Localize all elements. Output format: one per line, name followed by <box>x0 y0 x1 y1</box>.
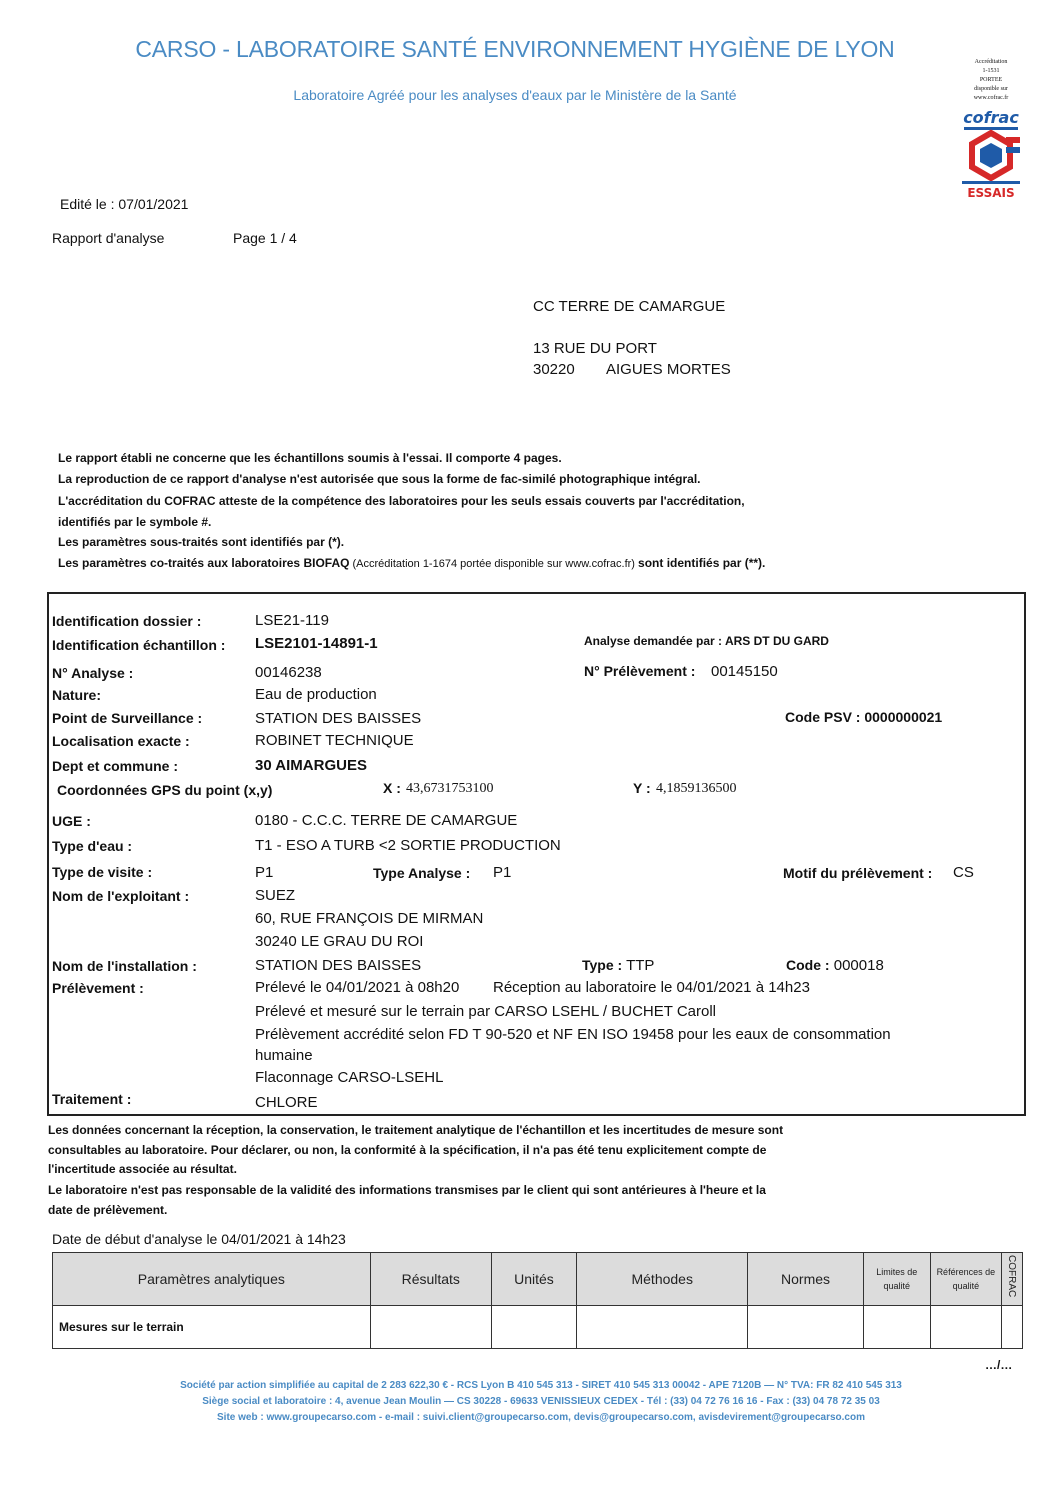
col-methods: Méthodes <box>577 1253 748 1306</box>
traitement-value: CHLORE <box>255 1094 318 1111</box>
notice-line: Les paramètres sous-traités sont identifiés par (*). <box>58 535 345 549</box>
type-visite-value: P1 <box>255 864 274 881</box>
disclaimer-line: consultables au laboratoire. Pour déclarer, ou non, la conformité à la spécification, il n'a pas été tenu explicitement compte de <box>48 1143 767 1157</box>
svg-text:ESSAIS: ESSAIS <box>967 186 1015 200</box>
echantillon-label: Identification échantillon : <box>52 637 226 653</box>
recipient-city: AIGUES MORTES <box>606 361 731 378</box>
type-visite-label: Type de visite : <box>52 864 153 880</box>
motif-value: CS <box>953 864 974 881</box>
svg-text:cofrac: cofrac <box>963 109 1019 127</box>
type-analyse-value: P1 <box>493 864 512 881</box>
flaconnage: Flaconnage CARSO-LSEHL <box>255 1069 444 1086</box>
col-norms: Normes <box>748 1253 863 1306</box>
dept-label: Dept et commune : <box>52 758 179 774</box>
cofrac-badge <box>958 58 1024 208</box>
notice-line: Les paramètres co-traités aux laboratoires BIOFAQ (Accréditation 1-1674 portée disponible sur www.cofrac.fr) sont identifiés par (**). <box>58 556 766 570</box>
lab-title: CARSO - LABORATOIRE SANTÉ ENVIRONNEMENT HYGIÈNE DE LYON <box>135 36 895 62</box>
installation-type: Type : TTP <box>582 957 655 974</box>
dept-value: 30 AIMARGUES <box>255 757 367 774</box>
prelevement-num-label: N° Prélèvement : <box>584 663 696 679</box>
row-label: Mesures sur le terrain <box>53 1306 371 1349</box>
analyse-demandee: Analyse demandée par : ARS DT DU GARD <box>584 634 829 648</box>
type-eau-value: T1 - ESO A TURB <2 SORTIE PRODUCTION <box>255 837 561 854</box>
installation-value: STATION DES BAISSES <box>255 957 422 974</box>
exploitant-name: SUEZ <box>255 887 296 904</box>
col-refs: Références de qualité <box>930 1253 1001 1306</box>
page-number: Page 1 / 4 <box>233 230 297 246</box>
prelevement-operator: Prélevé et mesuré sur le terrain par CARSO LSEHL / BUCHET Caroll <box>255 1003 716 1020</box>
disclaimer-line: date de prélèvement. <box>48 1203 168 1217</box>
exploitant-street: 60, RUE FRANÇOIS DE MIRMAN <box>255 910 484 927</box>
lab-subtitle: Laboratoire Agréé pour les analyses d'eaux par le Ministère de la Santé <box>293 87 737 103</box>
localisation-value: ROBINET TECHNIQUE <box>255 732 414 749</box>
motif-label: Motif du prélèvement : <box>783 865 933 881</box>
col-units: Unités <box>491 1253 576 1306</box>
recipient-postcode: 30220 <box>533 361 575 378</box>
footer-contact: Site web : www.groupecarso.com - e-mail : suivi.client@groupecarso.com, devis@groupecarso.com, avisdevirement@groupecarso.com <box>217 1412 865 1423</box>
type-analyse-label: Type Analyse : <box>373 865 471 881</box>
recipient-street: 13 RUE DU PORT <box>533 340 657 357</box>
surveillance-label: Point de Surveillance : <box>52 710 203 726</box>
localisation-label: Localisation exacte : <box>52 733 190 749</box>
installation-label: Nom de l'installation : <box>52 958 197 974</box>
uge-label: UGE : <box>52 813 91 829</box>
exploitant-city: 30240 LE GRAU DU ROI <box>255 933 424 950</box>
footer-address: Siège social et laboratoire : 4, avenue Jean Moulin — CS 30228 - 69633 VENISSIEUX CEDEX - Tél : (33) 04 72 76 16 16 - Fax : (33) 04 78 72 35 03 <box>202 1396 880 1407</box>
surveillance-value: STATION DES BAISSES <box>255 710 422 727</box>
cofrac-logo-icon <box>958 109 1024 201</box>
nature-value: Eau de production <box>255 686 377 703</box>
prelevement-label: Prélèvement : <box>52 980 144 996</box>
exploitant-label: Nom de l'exploitant : <box>52 888 190 904</box>
recipient-name: CC TERRE DE CAMARGUE <box>533 298 726 315</box>
prelevement-accreditation: Prélèvement accrédité selon FD T 90-520 et NF EN ISO 19458 pour les eaux de consommation <box>255 1026 891 1043</box>
report-label: Rapport d'analyse <box>52 230 165 246</box>
results-table <box>52 1252 1023 1349</box>
analyse-value: 00146238 <box>255 664 322 681</box>
footer-legal: Société par action simplifiée au capital de 2 283 622,30 € - RCS Lyon B 410 545 313 - SIRET 410 545 313 00042 - APE 7120B — N° TVA: FR 82 410 545 313 <box>180 1380 902 1391</box>
edition-date: Edité le : 07/01/2021 <box>60 196 189 212</box>
prelevement-date: Prélevé le 04/01/2021 à 08h20 <box>255 979 460 996</box>
traitement-label: Traitement : <box>52 1091 132 1107</box>
cofrac-accreditation-text: Accréditation 1-1531 PORTEE disponible sur www.cofrac.fr <box>973 59 1009 101</box>
notice-line: Le rapport établi ne concerne que les échantillons soumis à l'essai. Il comporte 4 pages. <box>58 451 562 465</box>
nature-label: Nature: <box>52 687 102 703</box>
table-row <box>53 1306 1023 1349</box>
prelevement-accreditation-cont: humaine <box>255 1047 313 1064</box>
continuation-mark: …/… <box>985 1358 1013 1372</box>
col-limits: Limites de qualité <box>863 1253 930 1306</box>
gps-x-value: 43,6731753100 <box>406 781 494 796</box>
disclaimer-line: Le laboratoire n'est pas responsable de la validité des informations transmises par le client qui sont antérieures à l'heure et la <box>48 1183 766 1197</box>
gps-y-value: 4,1859136500 <box>656 781 737 796</box>
uge-value: 0180 - C.C.C. TERRE DE CAMARGUE <box>255 812 518 829</box>
dossier-label: Identification dossier : <box>52 613 202 629</box>
col-params: Paramètres analytiques <box>53 1253 371 1306</box>
gps-x-label: X : <box>383 780 401 796</box>
col-cofrac: COFRAC <box>1001 1253 1022 1306</box>
reception-date: Réception au laboratoire le 04/01/2021 à 14h23 <box>493 979 810 996</box>
dossier-value: LSE21-119 <box>255 612 329 629</box>
disclaimer-line: Les données concernant la réception, la conservation, le traitement analytique de l'échantillon et les incertitudes de mesure sont <box>48 1123 784 1137</box>
psv-code: Code PSV : 0000000021 <box>785 709 943 725</box>
disclaimer-line: l'incertitude associée au résultat. <box>48 1162 237 1176</box>
gps-label: Coordonnées GPS du point (x,y) <box>57 782 273 798</box>
notice-line: La reproduction de ce rapport d'analyse n'est autorisée que sous la forme de fac-similé photographique intégral. <box>58 472 701 486</box>
analyse-label: N° Analyse : <box>52 665 134 681</box>
prelevement-num-value: 00145150 <box>711 663 778 680</box>
gps-y-label: Y : <box>633 780 651 796</box>
col-results: Résultats <box>370 1253 491 1306</box>
notice-line: identifiés par le symbole #. <box>58 515 212 529</box>
notice-line: L'accréditation du COFRAC atteste de la compétence des laboratoires pour les seuls essais couverts par l'accréditation, <box>58 494 745 508</box>
echantillon-value: LSE2101-14891-1 <box>255 635 378 652</box>
table-header-row <box>53 1253 1023 1306</box>
analysis-start-date: Date de début d'analyse le 04/01/2021 à 14h23 <box>52 1231 346 1247</box>
installation-code: Code : 000018 <box>786 957 884 974</box>
type-eau-label: Type d'eau : <box>52 838 133 854</box>
